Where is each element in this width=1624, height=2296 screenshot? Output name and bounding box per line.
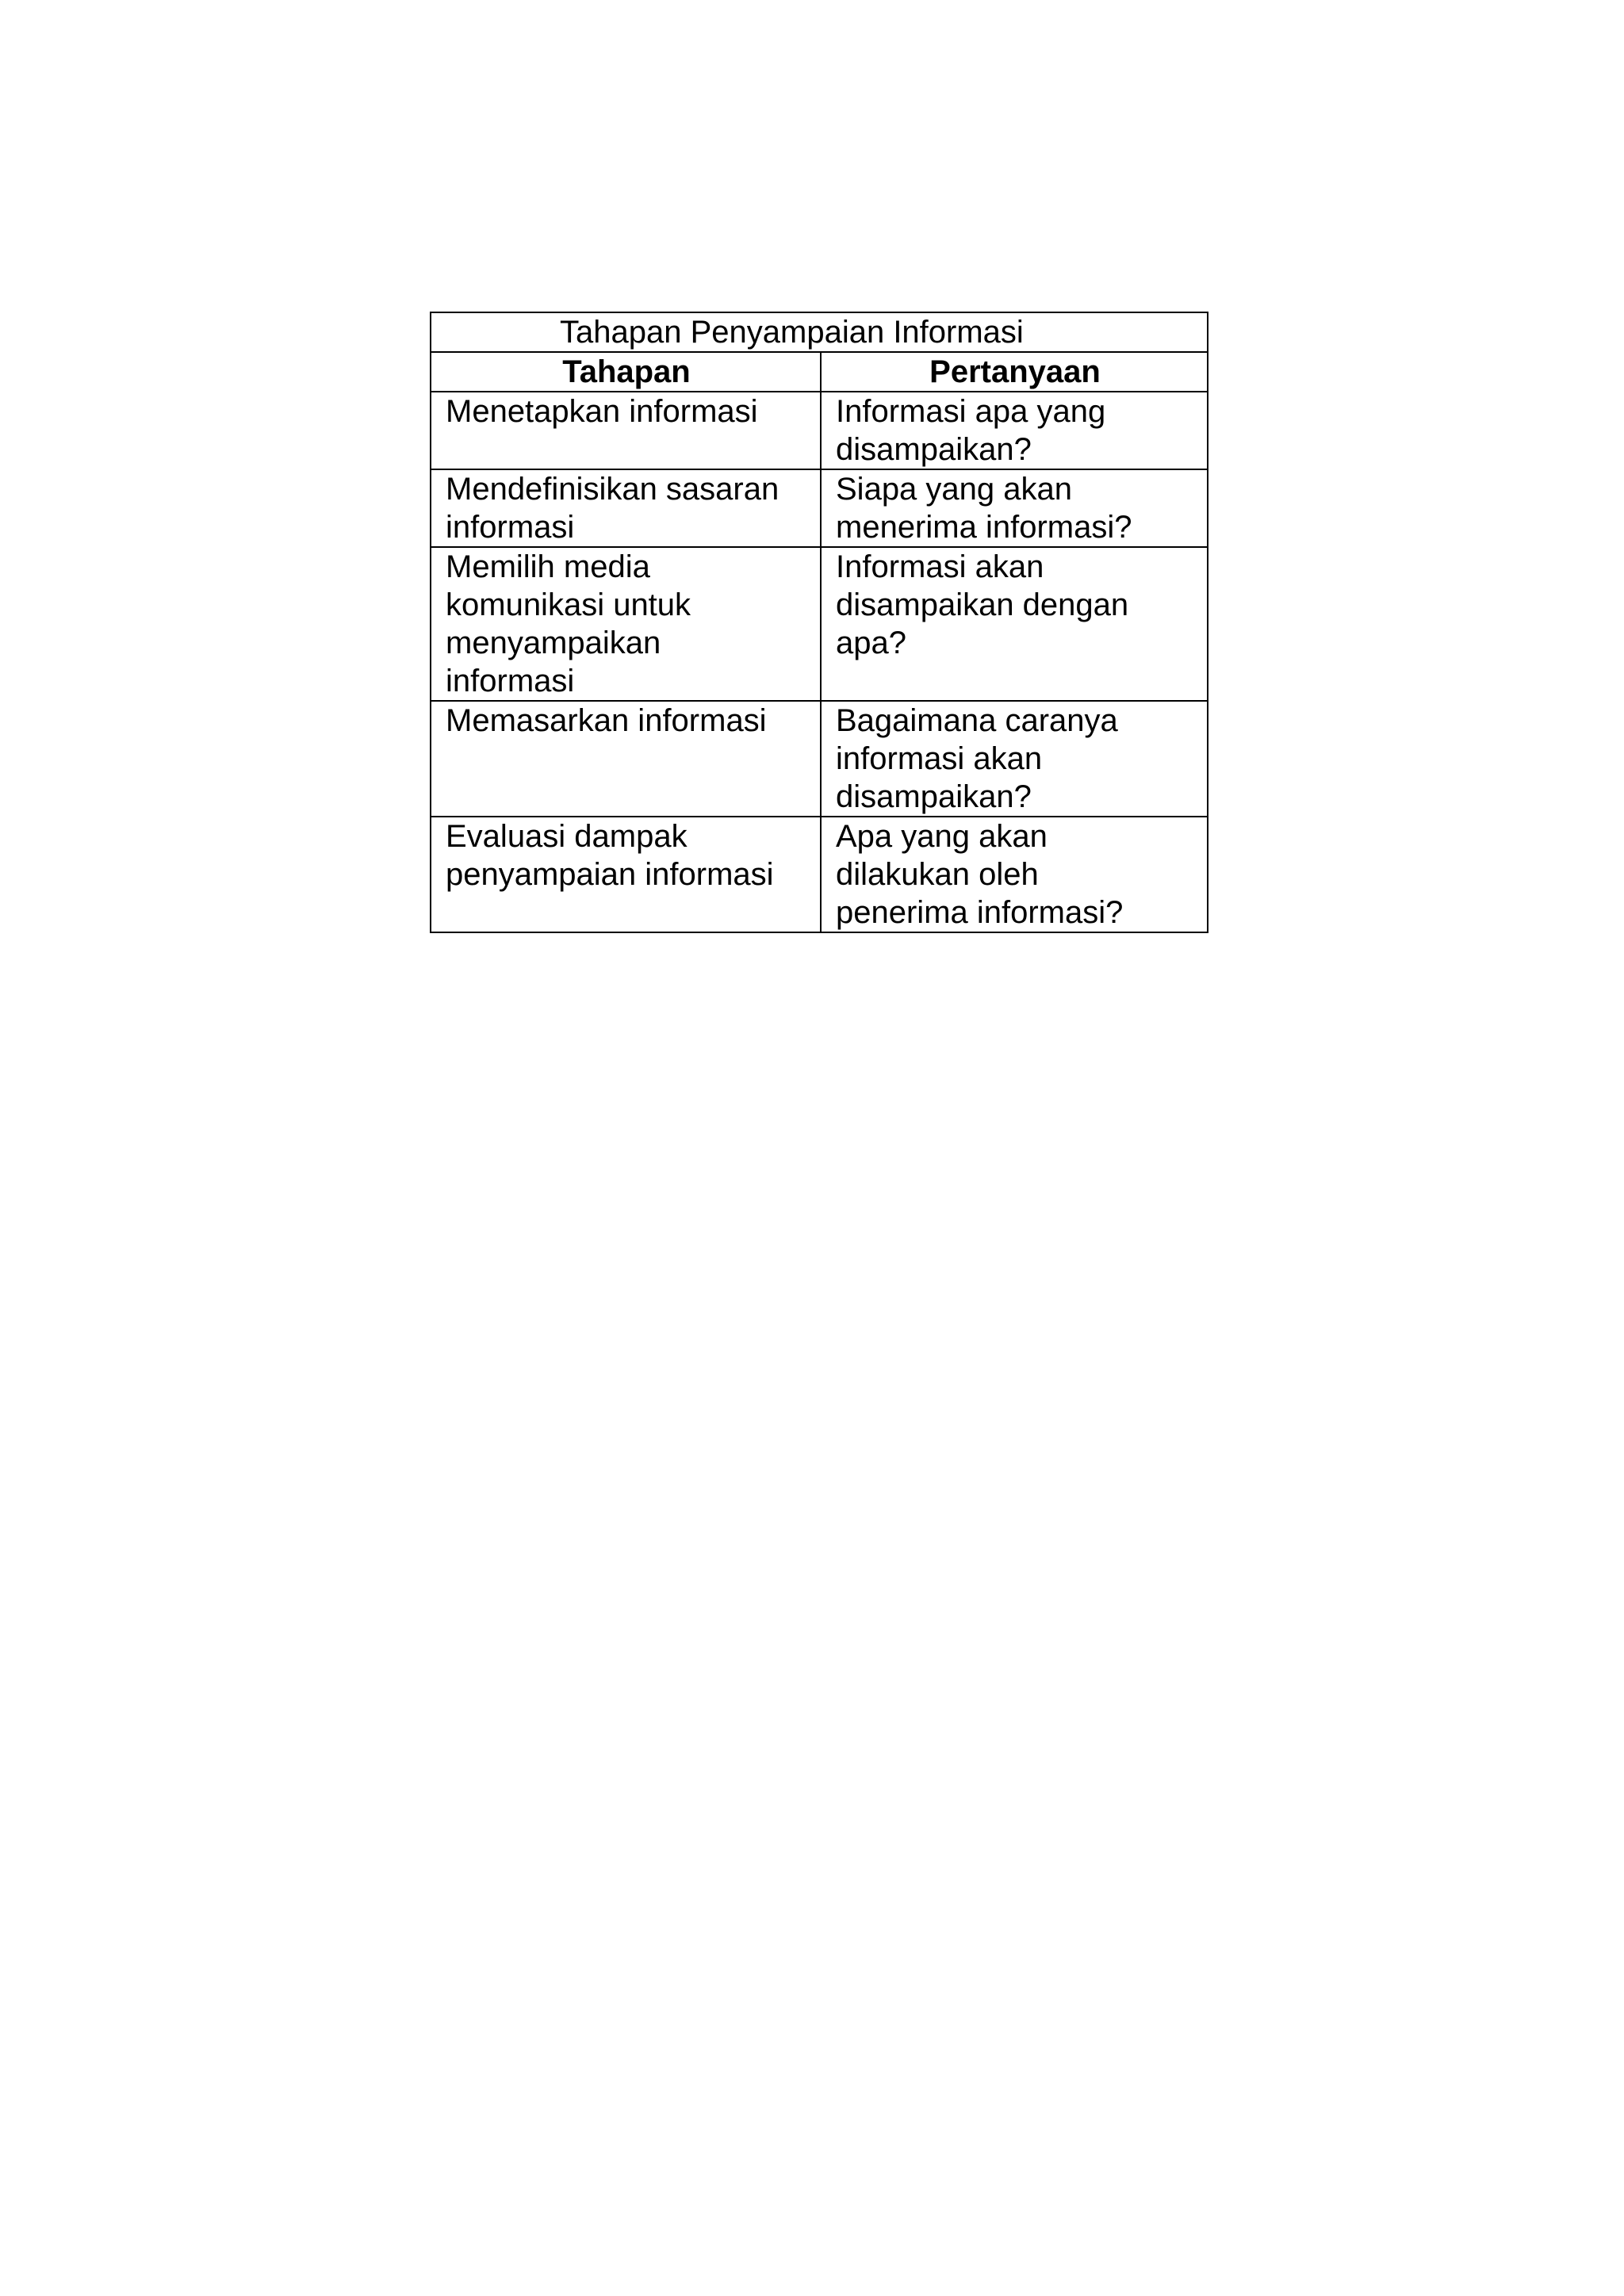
stage-cell — [431, 701, 821, 817]
table-caption: Tahapan Penyampaian Informasi — [431, 312, 1208, 352]
table-row — [431, 701, 1208, 817]
question-cell — [821, 547, 1208, 701]
table-caption-row — [431, 312, 1208, 352]
stage-cell — [431, 392, 821, 469]
stage-text: Mendefinisikan sasaran informasi — [446, 472, 779, 545]
column-header-pertanyaan: Pertanyaan — [821, 352, 1208, 392]
question-text: Informasi apa yang disampaikan? — [836, 394, 1106, 467]
question-text: Informasi akan disampaikan dengan apa? — [836, 549, 1129, 660]
stage-text: Menetapkan informasi — [446, 394, 758, 429]
question-cell — [821, 469, 1208, 547]
stage-cell — [431, 817, 821, 932]
info-delivery-table — [430, 312, 1208, 933]
table-header-row — [431, 352, 1208, 392]
stage-cell — [431, 547, 821, 701]
table-row — [431, 392, 1208, 469]
question-cell — [821, 701, 1208, 817]
stage-text: Memilih media komunikasi untuk menyampaikan informasi — [446, 549, 691, 698]
table-row — [431, 469, 1208, 547]
question-text: Apa yang akan dilakukan oleh penerima informasi? — [836, 819, 1124, 930]
column-header-tahapan: Tahapan — [431, 352, 821, 392]
table-row — [431, 817, 1208, 932]
question-cell — [821, 392, 1208, 469]
question-text: Bagaimana caranya informasi akan disampaikan? — [836, 703, 1118, 814]
question-cell — [821, 817, 1208, 932]
question-text: Siapa yang akan menerima informasi? — [836, 472, 1132, 545]
table-row — [431, 547, 1208, 701]
stage-text: Evaluasi dampak penyampaian informasi — [446, 819, 774, 892]
stage-text: Memasarkan informasi — [446, 703, 767, 738]
stage-cell — [431, 469, 821, 547]
